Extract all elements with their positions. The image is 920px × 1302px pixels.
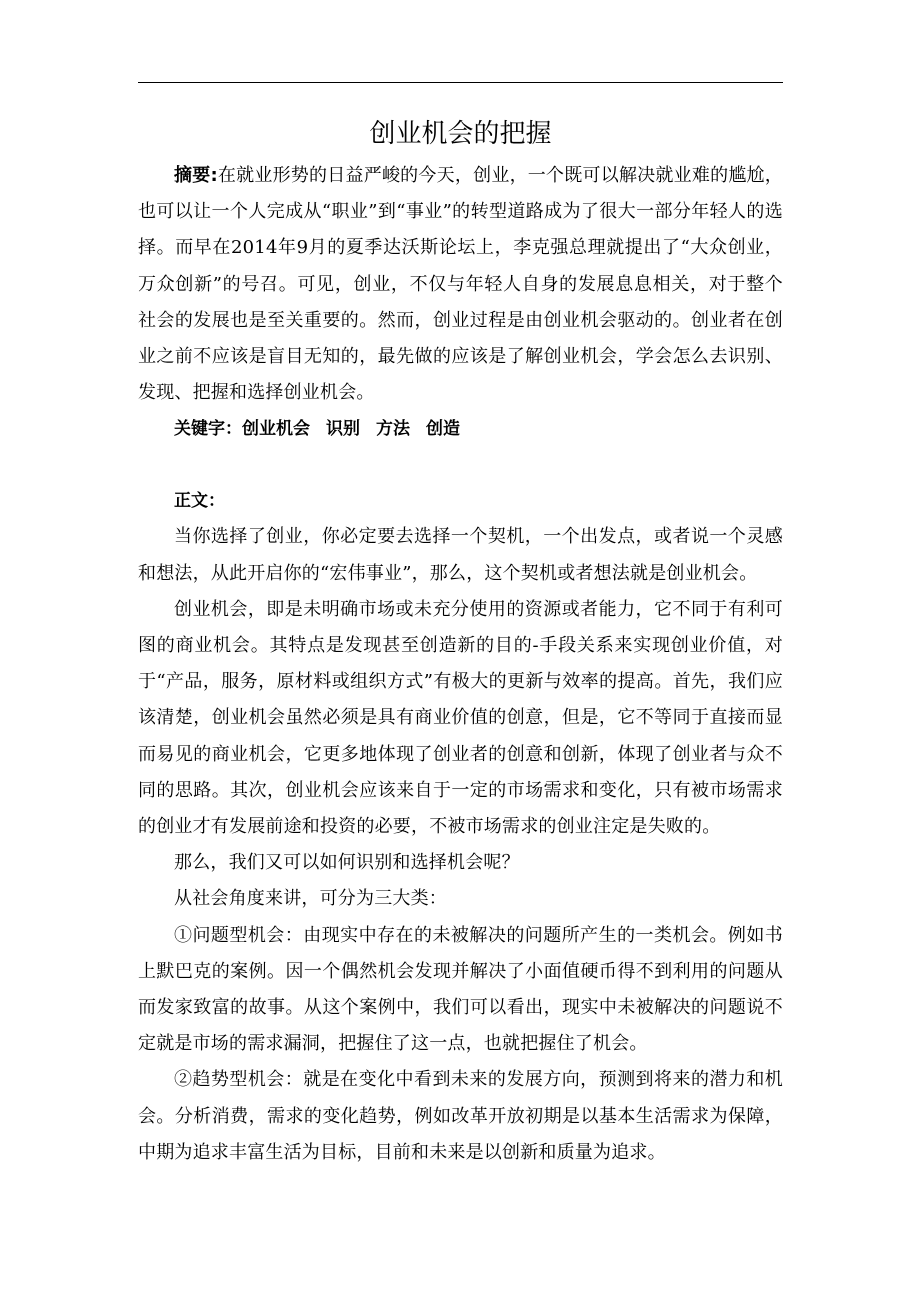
- keyword-item: 方法: [376, 419, 410, 440]
- header-rule: [138, 82, 783, 83]
- document-page: [138, 112, 783, 1171]
- body-label: 正文：: [174, 491, 225, 512]
- abstract-label: 摘要:: [174, 165, 218, 186]
- body-paragraph: ②趋势型机会：就是在变化中看到未来的发展方向，预测到将来的潜力和机会。分析消费，需求的变化趋势，例如改革开放初期是以基本生活需求为保障，中期为追求丰富生活为目标，目前和未来是以创新和质量为追求。: [138, 1069, 783, 1163]
- keyword-item: 创造: [426, 419, 460, 440]
- keywords-label: 关键字：: [174, 419, 242, 440]
- document-title: 创业机会的把握: [369, 119, 552, 149]
- keyword-item: 创业机会: [242, 419, 310, 440]
- body-paragraph: 那么，我们又可以如何识别和选择机会呢？: [174, 852, 520, 874]
- abstract-paragraph: [138, 158, 783, 411]
- abstract-text: 在就业形势的日益严峻的今天，创业，一个既可以解决就业难的尴尬，也可以让一个人完成从“职业”到“事业”的转型道路成为了很大一部分年轻人的选择。而早在2014年9月的夏季达沃斯论坛上，李克强总理就提出了“大众创业，万众创新”的号召。可见，创业，不仅与年轻人自身的发展息息相关，对于整个社会的发展也是至关重要的。然而，创业过程是由创业机会驱动的。创业者在创业之前不应该是盲目无知的，最先做的应该是了解创业机会，学会怎么去识别、发现、把握和选择创业机会。: [138, 165, 783, 404]
- body-paragraph: 当你选择了创业，你必定要去选择一个契机，一个出发点，或者说一个灵感和想法，从此开启你的“宏伟事业”，那么，这个契机或者想法就是创业机会。: [138, 526, 783, 584]
- body-paragraph: 从社会角度来讲，可分为三大类：: [174, 888, 447, 910]
- body-paragraph: ①问题型机会：由现实中存在的未被解决的问题所产生的一类机会。例如书上默巴克的案例。因一个偶然机会发现并解决了小面值硬币得不到利用的问题从而发家致富的故事。从这个案例中，我们可以看出，现实中未被解决的问题说不定就是市场的需求漏洞，把握住了这一点，也就把握住了机会。: [138, 924, 783, 1055]
- keyword-item: 识别: [326, 419, 360, 440]
- blank-line: [138, 447, 783, 483]
- body-paragraph: 创业机会，即是未明确市场或未充分使用的资源或者能力，它不同于有利可图的商业机会。其特点是发现甚至创造新的目的-手段关系来实现创业价值，对于“产品，服务，原材料或组织方式”有极大的更新与效率的提高。首先，我们应该清楚，创业机会虽然必须是具有商业价值的创意，但是，它不等同于直接而显而易见的商业机会，它更多地体现了创业者的创意和创新，体现了创业者与众不同的思路。其次，创业机会应该来自于一定的市场需求和变化，只有被市场需求的创业才有发展前途和投资的必要，不被市场需求的创业注定是失败的。: [138, 598, 783, 838]
- keywords-line: [138, 411, 783, 447]
